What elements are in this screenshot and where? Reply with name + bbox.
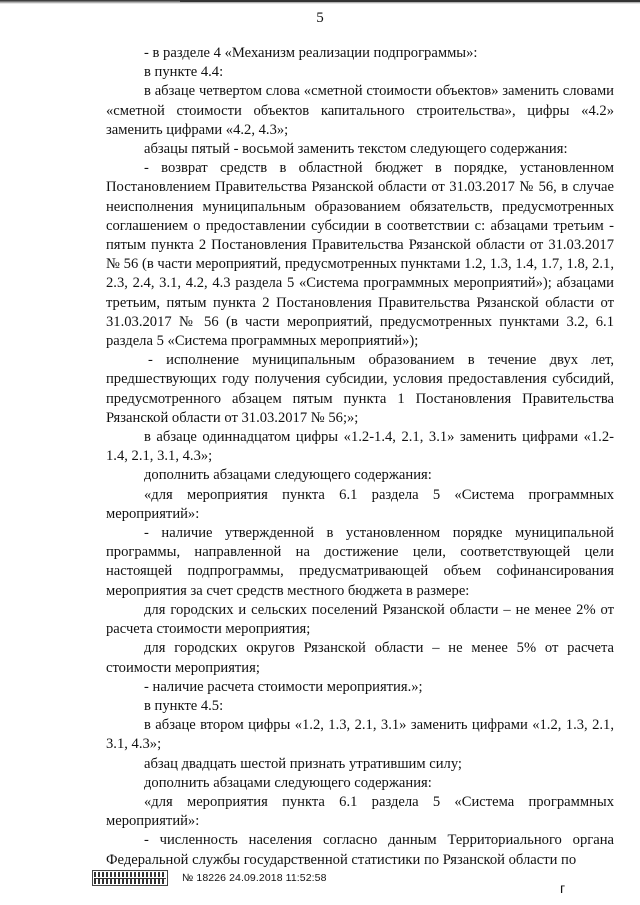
paragraph: абзацы пятый - восьмой заменить текстом следующего содержания: [144, 141, 568, 158]
paragraph: «для мероприятия пункта 6.1 раздела 5 «Система программных мероприятий»: [106, 793, 614, 830]
paragraph: для городских округов Рязанской области – не менее 5% от расчета стоимости мероприятия; [106, 640, 614, 676]
paragraph: - в разделе 4 «Механизм реализации подпрограммы»: [144, 45, 478, 61]
document-body [106, 44, 614, 870]
scan-edge-shadow [180, 0, 640, 2]
paragraph: в абзаце одиннадцатом цифры «1.2-1.4, 2.1, 3.1» заменить цифрами «1.2-1.4, 2.1, 3.1, 4.3»; [106, 429, 614, 465]
paragraph: - наличие утвержденной в установленном порядке муниципальной программы, направленной на достижение цели, соответствующей цели настоящей подпрограммы, предусматривающей объем софинансирования мероприятия за счет средств местного бюджета в размере: [106, 525, 614, 599]
paragraph: абзац двадцать шестой признать утратившим силу; [144, 755, 462, 772]
paragraph: «для мероприятия пункта 6.1 раздела 5 «Система программных мероприятий»: [106, 486, 614, 522]
paragraph: в пункте 4.4: [144, 64, 224, 81]
paragraph: - исполнение муниципальным образованием в течение двух лет, предшествующих году получения субсидии, условия предоставления субсидий, предусмотренного абзацем пятым пункта 1 Постановления Правительства Рязанской области от 31.03.2017 № 56;»; [106, 352, 614, 426]
page-number: 5 [316, 10, 324, 26]
paragraph: дополнить абзацами следующего содержания: [144, 774, 432, 791]
paragraph: в абзаце втором цифры «1.2, 1.3, 2.1, 3.1» заменить цифрами «1.2, 1.3, 2.1, 3.1, 4.3»; [106, 717, 614, 753]
paragraph: дополнить абзацами следующего содержания: [144, 467, 432, 484]
paragraph: для городских и сельских поселений Рязанской области – не менее 2% от расчета стоимости мероприятия; [106, 601, 614, 638]
paragraph: - возврат средств в областной бюджет в порядке, установленном Постановлением Правительства Рязанской области от 31.03.2017 № 56, в случае неисполнения муниципальным образованием обязательств, предусмотренных соглашением о предоставлении субсидии в соответствии с: абзацами третьим - пятым пункта 2 Постановления Правительства Рязанской области от 31.03.2017 № 56 (в части мероприятий, предусмотренных пунктами 1.2, 1.3, 1.4, 1.7, 1.8, 2.1, 2.3, 2.4, 3.1, 4.2, 4.3 раздела 5 «Система программных мероприятий»); абзацами третьим, пятым пункта 2 Постановления Правительства Рязанской области от 31.03.2017 № 56 (в части мероприятий, предусмотренных пунктами 3.2, 6.1 раздела 5 «Система программных мероприятий»); [106, 160, 614, 350]
paragraph: - наличие расчета стоимости мероприятия.»; [144, 678, 423, 695]
paragraph: - численность населения согласно данным Территориального органа Федеральной службы государственной статистики по Рязанской области по [106, 832, 614, 868]
registration-stamp: № 18226 24.09.2018 11:52:58 [182, 872, 327, 884]
registry-seal-icon [92, 870, 168, 886]
paragraph: в абзаце четвертом слова «сметной стоимости объектов» заменить словами «сметной стоимости объектов капитального строительства», цифры «4.2» заменить цифрами «4.2, 4.3»; [106, 83, 614, 138]
document-footer [92, 868, 492, 888]
margin-mark: г [560, 880, 566, 896]
paragraph: в пункте 4.5: [144, 697, 224, 714]
